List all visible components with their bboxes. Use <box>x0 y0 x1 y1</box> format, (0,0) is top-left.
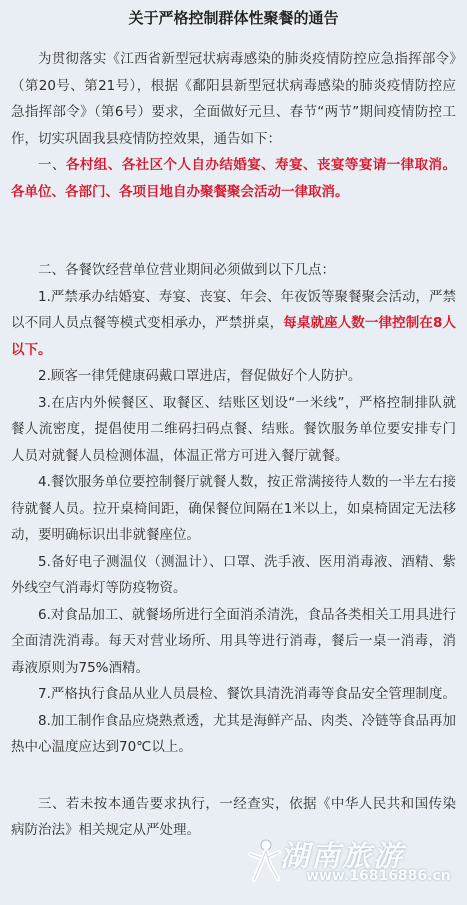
section-1-emphasis: 各村组、各社区个人自办结婚宴、寿宴、丧宴等宴请一律取消。各单位、各部门、各项目地自办聚餐聚会活动一律取消。 <box>11 157 457 200</box>
figure-logo-icon <box>246 836 284 886</box>
item-2-paragraph: 2.顾客一律凭健康码戴口罩进店，督促做好个人防护。 <box>38 368 362 384</box>
item-7-paragraph: 7.严格执行食品从业人员晨检、餐饮具清洗消毒等食品安全管理制度。 <box>38 686 456 702</box>
notice-body <box>11 46 456 844</box>
section-2-heading: 二、各餐饮经营单位营业期间必须做到以下几点： <box>38 262 335 278</box>
section-1-paragraph <box>11 152 456 205</box>
spacer <box>11 761 456 791</box>
notice-document <box>1 1 466 904</box>
section-3-paragraph: 三、若未按本通告要求执行，一经查实，依据《中华人民共和国传染病防治法》相关规定从严处理。 <box>11 795 456 838</box>
item-1-text: 1.严禁承办结婚宴、寿宴、丧宴、年会、年夜饭等聚餐聚会活动，严禁以不同人员点餐等模式变相承办，严禁拼桌， <box>11 288 456 331</box>
item-6-paragraph: 6.对食品加工、就餐场所进行全面消杀清洗，食品各类相关工用具进行全面清洗消毒。每天对营业场所、用具等进行消毒，餐后一桌一消毒，消毒液原则为75%酒精。 <box>11 606 456 676</box>
intro-paragraph: 为贯彻落实《江西省新型冠状病毒感染的肺炎疫情防控应急指挥部令》（第20号、第21号），根据《鄱阳县新型冠状病毒感染的肺炎疫情防控应急指挥部令》（第6号）要求，全面做好元旦、春节“两节”期间疫情防控工作，切实巩固我县疫情防控效果，通告如下： <box>11 51 456 147</box>
item-1-emphasis: 每桌就座人数一律控制在8人以下。 <box>11 315 456 358</box>
watermark-title: 湖南旅游 <box>280 839 405 873</box>
notice-title: 关于严格控制群体性聚餐的通告 <box>128 9 339 27</box>
item-8-paragraph: 8.加工制作食品应烧熟煮透，尤其是海鲜产品、肉类、冷链等食品再加热中心温度应达到70℃以上。 <box>11 712 456 755</box>
watermark-url: www.16816886.cn <box>306 868 451 884</box>
item-3-paragraph: 3.在店内外候餐区、取餐区、结账区划设“一米线”，严格控制排队就餐人流密度，提倡使用二维码扫码点餐、结账。餐饮服务单位要安排专门人员对就餐人员检测体温，体温正常方可进入餐厅就餐。 <box>11 394 456 464</box>
item-5-paragraph: 5.备好电子测温仪（测温计）、口罩、洗手液、医用消毒液、酒精、紫外线空气消毒灯等防疫物资。 <box>11 553 456 596</box>
item-1-paragraph <box>11 284 456 364</box>
site-watermark <box>246 832 458 890</box>
item-4-paragraph: 4.餐饮服务单位要控制餐厅就餐人数，按正常满接待人数的一半左右接待就餐人员。拉开桌椅间距，确保餐位间隔在1米以上，如桌椅固定无法移动，要明确标识出非就餐座位。 <box>11 474 456 543</box>
spacer <box>11 205 456 257</box>
section-1-number: 一、 <box>38 157 66 173</box>
